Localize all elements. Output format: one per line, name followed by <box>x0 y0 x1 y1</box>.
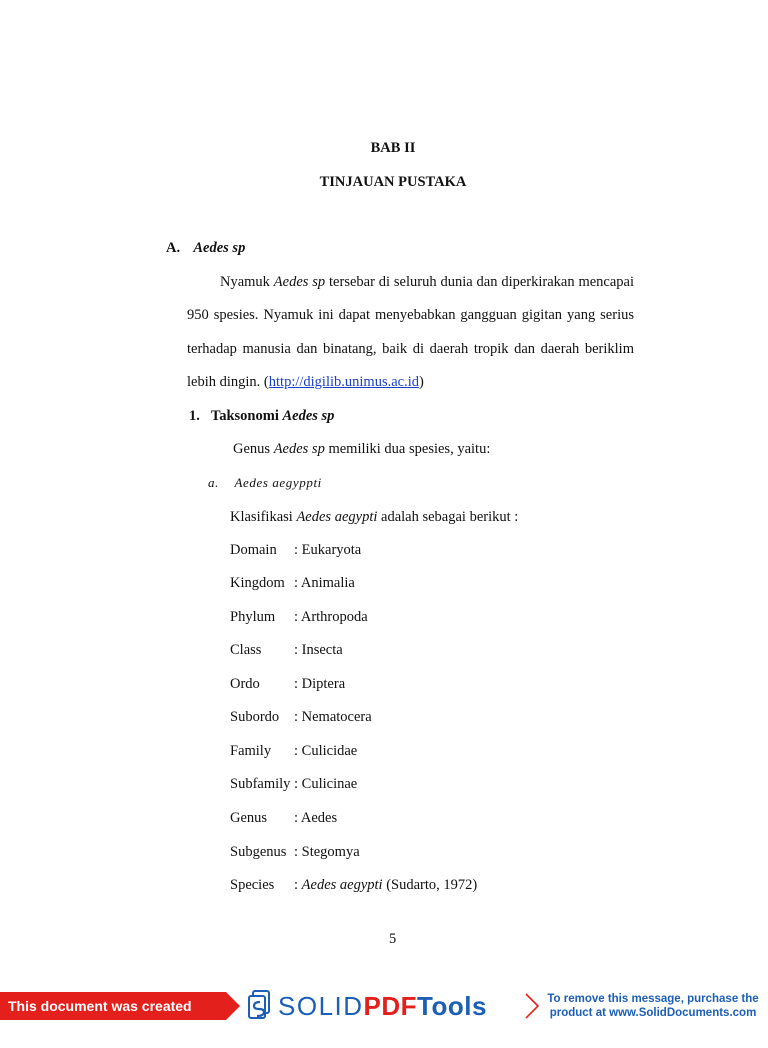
genus-line <box>233 439 490 459</box>
section-a-marker: A. <box>166 240 181 256</box>
classification-row <box>230 741 357 761</box>
species-italic: Aedes aegypti <box>301 877 383 893</box>
classification-label: Subordo <box>230 709 280 725</box>
paragraph-line-3: terhadap manusia dan binatang, baik di daerah tropik dan daerah beriklim <box>187 341 634 357</box>
subsection-1-title: Taksonomi <box>210 408 283 424</box>
banner-right-line-2: product at www.SolidDocuments.com <box>549 1007 757 1019</box>
classification-row <box>230 607 368 627</box>
species-citation: (Sudarto, 1972) <box>382 877 478 893</box>
classification-value: : Stegomya <box>294 844 360 860</box>
classification-label: Species <box>230 877 275 893</box>
classification-value: : Animalia <box>294 575 355 591</box>
klasifikasi-text: adalah sebagai berikut : <box>377 509 519 525</box>
classification-row <box>230 774 357 794</box>
classification-value: : Aedes <box>294 810 338 826</box>
classification-row <box>230 674 345 694</box>
item-a-marker: a. <box>208 475 219 490</box>
classification-value: : Diptera <box>294 676 346 692</box>
banner-right-text <box>542 992 764 1020</box>
classification-row <box>230 540 361 560</box>
paragraph-line-4 <box>187 372 424 392</box>
page-number: 5 <box>389 931 397 947</box>
genus-text: Genus <box>233 441 274 457</box>
genus-text: memiliki dua spesies, yaitu: <box>324 441 491 457</box>
banner-arrow-icon <box>226 992 240 1020</box>
document-icon <box>246 990 274 1022</box>
logo-pdf: PDF <box>363 991 418 1021</box>
classification-label: Genus <box>230 810 268 826</box>
paragraph-text: Nyamuk <box>220 274 274 290</box>
classification-row <box>230 573 355 593</box>
paragraph-text: ) <box>419 374 424 390</box>
classification-row-species <box>230 875 477 895</box>
paragraph-text: tersebar di seluruh dunia dan diperkirakan mencapai <box>325 274 634 290</box>
classification-label: Ordo <box>230 676 260 692</box>
chevron-right-icon <box>523 992 541 1020</box>
logo-tools: Tools <box>417 991 487 1021</box>
classification-label: Subfamily <box>230 776 291 792</box>
genus-italic: Aedes sp <box>273 441 325 457</box>
classification-value: : Culicidae <box>294 743 358 759</box>
logo-solid: SOLID <box>278 991 364 1021</box>
classification-value: : Eukaryota <box>294 542 362 558</box>
source-link[interactable]: http://digilib.unimus.ac.id <box>268 374 419 390</box>
classification-row <box>230 842 360 862</box>
item-a-text: Aedes aegyppti <box>234 475 322 490</box>
classification-value: : Arthropoda <box>294 609 368 625</box>
banner-left-text: This document was created using <box>0 992 226 1020</box>
section-a-title: Aedes sp <box>193 240 246 256</box>
chapter-title: TINJAUAN PUSTAKA <box>319 174 467 190</box>
paragraph-italic: Aedes sp <box>273 274 326 290</box>
classification-row <box>230 808 337 828</box>
classification-row <box>230 707 372 727</box>
classification-label: Class <box>230 642 262 658</box>
chapter-heading: BAB II <box>370 140 416 156</box>
banner-right-line-1: To remove this message, purchase the <box>547 993 759 1005</box>
subsection-1-title-italic: Aedes sp <box>282 408 335 424</box>
paragraph-line-1 <box>220 272 634 292</box>
paragraph-line-2: 950 spesies. Nyamuk ini dapat menyebabkan gangguan gigitan yang serius <box>187 307 634 323</box>
classification-label: Family <box>230 743 272 759</box>
klasifikasi-line <box>230 507 518 527</box>
classification-label: Kingdom <box>230 575 285 591</box>
subsection-1-marker: 1. <box>189 408 200 424</box>
solidpdftools-logo <box>278 990 487 1022</box>
section-a-heading <box>166 238 245 258</box>
item-a <box>208 473 322 493</box>
classification-label: Domain <box>230 542 277 558</box>
classification-value: : Insecta <box>294 642 343 658</box>
classification-colon: : <box>294 877 302 893</box>
klasifikasi-italic: Aedes aegypti <box>296 509 378 525</box>
solidpdf-banner[interactable] <box>0 988 768 1042</box>
classification-label: Phylum <box>230 609 276 625</box>
classification-value: : Nematocera <box>294 709 372 725</box>
classification-value: : Culicinae <box>294 776 358 792</box>
subsection-1-heading <box>189 406 334 426</box>
classification-label: Subgenus <box>230 844 287 860</box>
klasifikasi-text: Klasifikasi <box>230 509 297 525</box>
paragraph-text: lebih dingin. ( <box>187 374 269 390</box>
classification-row <box>230 640 343 660</box>
